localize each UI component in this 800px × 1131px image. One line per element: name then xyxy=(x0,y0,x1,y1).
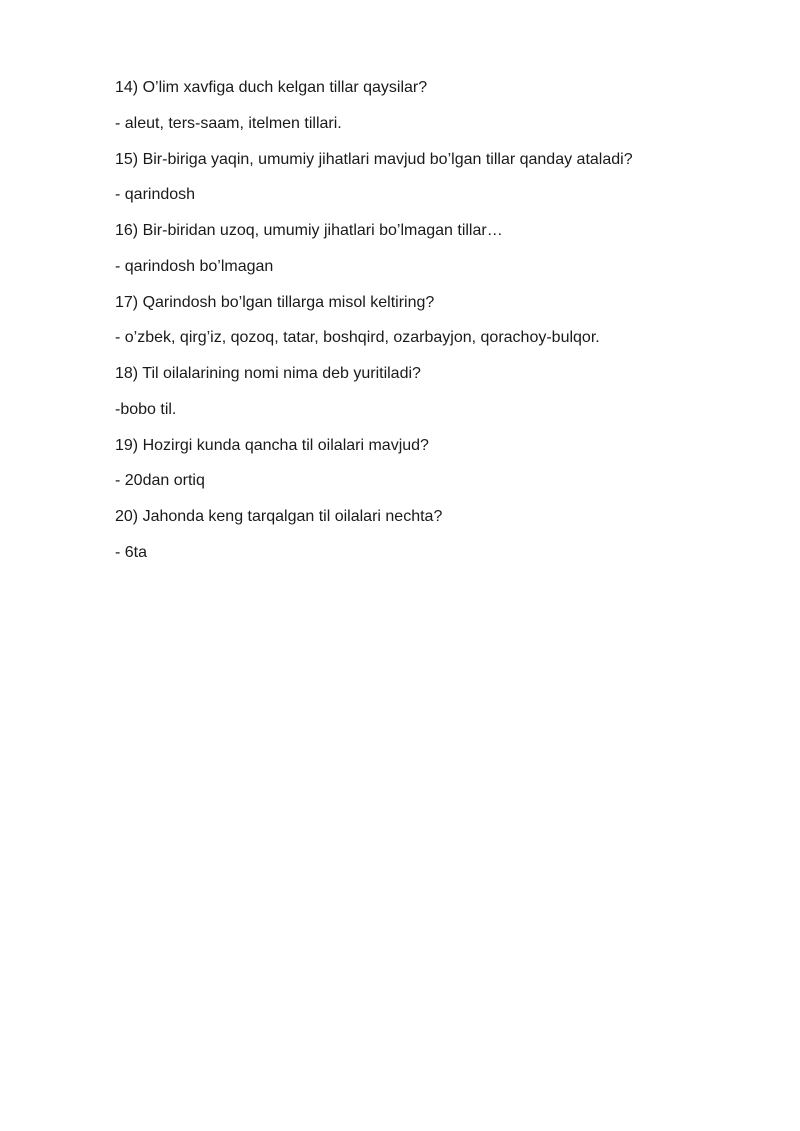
question-20: 20) Jahonda keng tarqalgan til oilalari nechta? xyxy=(115,508,443,525)
answer-20: - 6ta xyxy=(115,543,148,561)
question-15: 15) Bir-biriga yaqin, umumiy jihatlari mavjud bo’lgan tillar qanday ataladi? xyxy=(115,150,633,168)
answer-14: - aleut, ters-saam, itelmen tillari. xyxy=(115,114,342,132)
question-19: 19) Hozirgi kunda qancha til oilalari mavjud? xyxy=(115,436,429,454)
question-14: 14) O’lim xavfiga duch kelgan tillar qaysilar? xyxy=(115,79,428,96)
answer-15: - qarindosh xyxy=(115,186,196,204)
answer-16: - qarindosh bo’lmagan xyxy=(115,257,274,275)
answer-17: - o’zbek, qirg’iz, qozoq, tatar, boshqird, ozarbayjon, qorachoy-bulqor. xyxy=(115,329,600,347)
question-18: 18) Til oilalarining nomi nima deb yuritiladi? xyxy=(115,365,421,382)
answer-18: -bobo til. xyxy=(115,400,177,418)
question-17: 17) Qarindosh bo’lgan tillarga misol keltiring? xyxy=(115,293,435,311)
document-body xyxy=(115,76,755,577)
question-16: 16) Bir-biridan uzoq, umumiy jihatlari bo’lmagan tillar… xyxy=(115,222,503,239)
answer-19: - 20dan ortiq xyxy=(115,472,205,490)
